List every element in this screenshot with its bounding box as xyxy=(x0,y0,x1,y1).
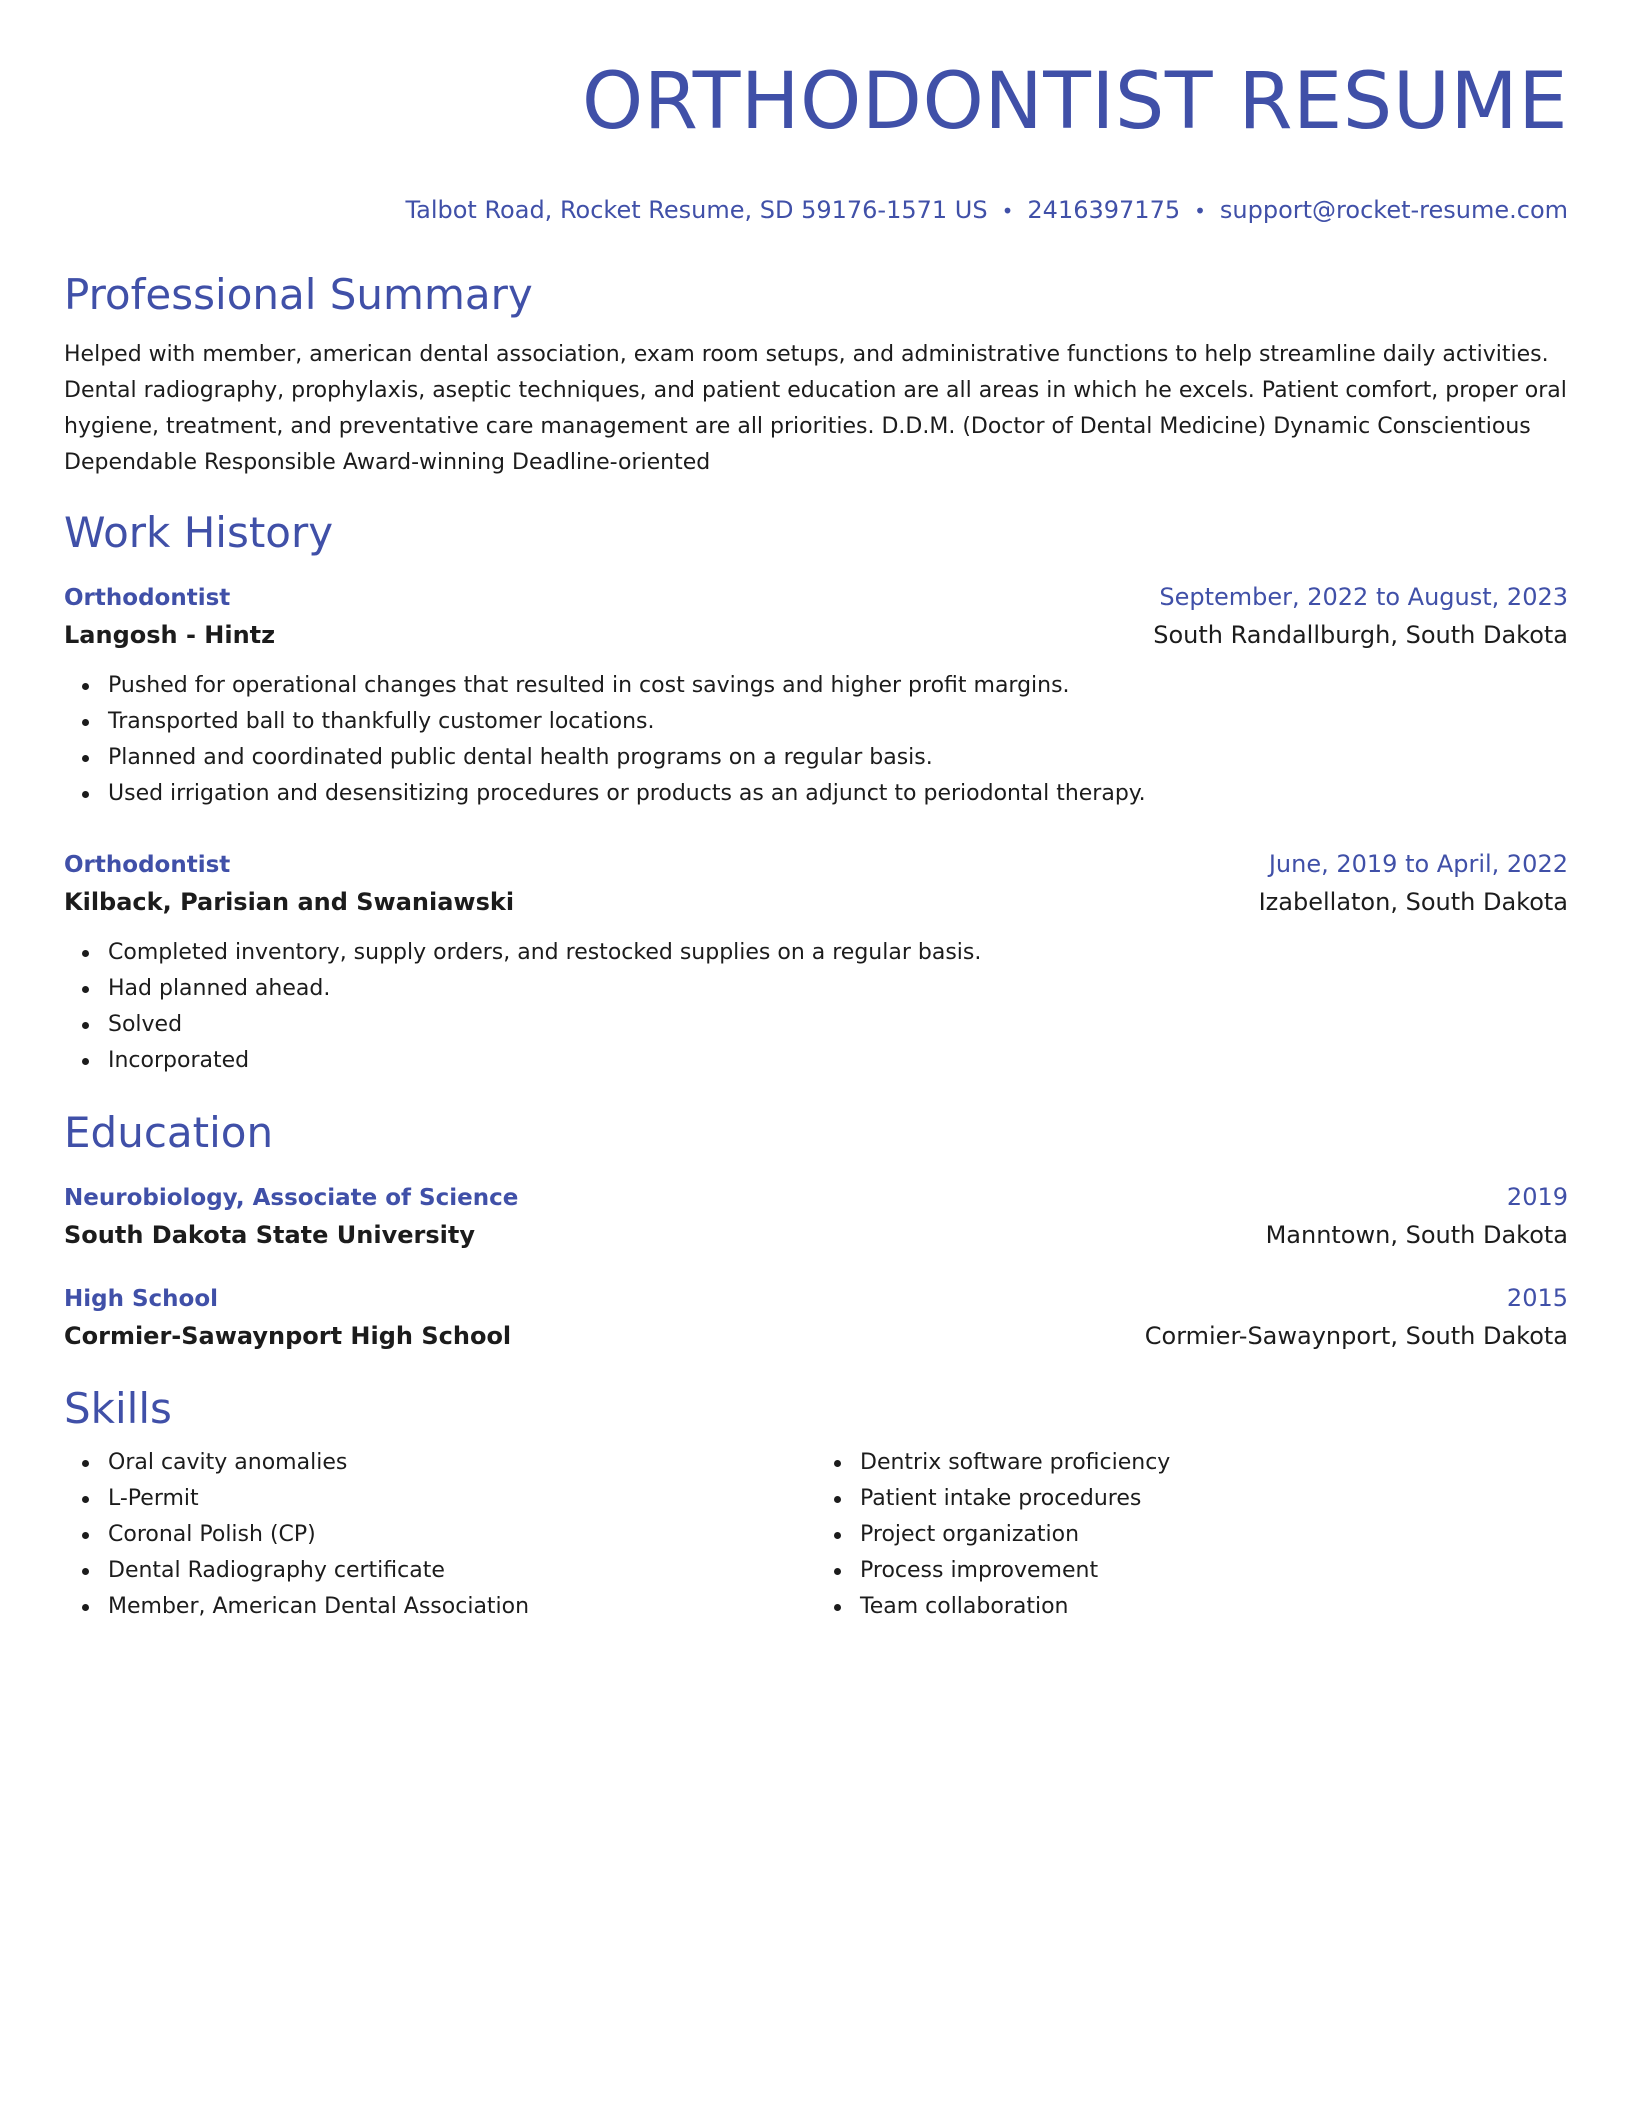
job-duty: Had planned ahead. xyxy=(108,971,1568,1007)
education-school: South Dakota State University xyxy=(64,1221,475,1249)
job-role: Orthodontist xyxy=(64,585,231,611)
education-degree: Neurobiology, Associate of Science xyxy=(64,1185,519,1211)
job-location: South Randallburgh, South Dakota xyxy=(1153,621,1568,649)
job-company: Kilback, Parisian and Swaniawski xyxy=(64,888,515,916)
skill-item: Dentrix software proficiency xyxy=(860,1445,1568,1481)
skill-item: Team collaboration xyxy=(860,1589,1568,1625)
work-history-section xyxy=(64,507,1568,1079)
skills-grid xyxy=(64,1445,1568,1625)
summary-heading: Professional Summary xyxy=(64,270,533,319)
contact-address: Talbot Road, Rocket Resume, SD 59176-1571 US xyxy=(405,196,988,224)
job-dates: September, 2022 to August, 2023 xyxy=(1159,583,1568,611)
skill-item: Process improvement xyxy=(860,1553,1568,1589)
education-entry xyxy=(64,1179,1568,1254)
contact-email: support@rocket-resume.com xyxy=(1219,196,1568,224)
job-dates: June, 2019 to April, 2022 xyxy=(1268,850,1568,878)
skills-section xyxy=(64,1383,1568,1625)
job-duty: Pushed for operational changes that resulted in cost savings and higher profit margins. xyxy=(108,668,1568,704)
work-history-heading: Work History xyxy=(64,508,334,557)
skill-item: Project organization xyxy=(860,1517,1568,1553)
skills-column-right xyxy=(816,1445,1568,1625)
education-location: Cormier-Sawaynport, South Dakota xyxy=(1144,1322,1568,1350)
education-location: Manntown, South Dakota xyxy=(1265,1221,1568,1249)
skills-list xyxy=(64,1445,816,1625)
job-duty: Solved xyxy=(108,1007,1568,1043)
contact-phone: 2416397175 xyxy=(1027,196,1181,224)
contact-separator: • xyxy=(1194,199,1206,223)
education-year: 2019 xyxy=(1506,1183,1568,1211)
job-duty: Incorporated xyxy=(108,1043,1568,1079)
education-heading: Education xyxy=(64,1108,274,1157)
skill-item: L-Permit xyxy=(108,1481,816,1517)
job-duties xyxy=(64,935,1568,1079)
job-duty: Completed inventory, supply orders, and restocked supplies on a regular basis. xyxy=(108,935,1568,971)
education-entry xyxy=(64,1280,1568,1355)
contact-line xyxy=(64,194,1568,227)
education-school: Cormier-Sawaynport High School xyxy=(64,1322,512,1350)
resume-title: ORTHODONTIST RESUME xyxy=(581,57,1568,147)
skills-column-left xyxy=(64,1445,816,1625)
job-location: Izabellaton, South Dakota xyxy=(1258,888,1568,916)
job-entry xyxy=(64,846,1568,1079)
summary-text: Helped with member, american dental association, exam room setups, and administrative functions to help streamline daily activities. Dental radiography, prophylaxis, aseptic techniques, and patient education are all areas in which he excels. Patient comfort, proper oral hygiene, treatment, and preventative care management are all priorities. D.D.M. (Doctor of Dental Medicine) Dynamic Conscientious Dependable Responsible Award-winning Deadline-oriented xyxy=(64,342,1567,475)
education-degree: High School xyxy=(64,1286,219,1312)
job-duty: Transported ball to thankfully customer locations. xyxy=(108,704,1568,740)
summary-section xyxy=(64,269,1568,481)
contact-separator: • xyxy=(1001,199,1014,223)
job-duty: Used irrigation and desensitizing procedures or products as an adjunct to periodontal therapy. xyxy=(108,776,1568,812)
job-duty: Planned and coordinated public dental health programs on a regular basis. xyxy=(108,740,1568,776)
skill-item: Dental Radiography certificate xyxy=(108,1553,816,1589)
job-entry xyxy=(64,579,1568,812)
skill-item: Member, American Dental Association xyxy=(108,1589,816,1625)
job-role: Orthodontist xyxy=(64,852,231,878)
job-duties xyxy=(64,668,1568,812)
skills-list xyxy=(816,1445,1568,1625)
job-company: Langosh - Hintz xyxy=(64,621,276,649)
skills-heading: Skills xyxy=(64,1384,172,1433)
education-section xyxy=(64,1107,1568,1355)
skill-item: Coronal Polish (CP) xyxy=(108,1517,816,1553)
education-year: 2015 xyxy=(1506,1284,1568,1312)
skill-item: Patient intake procedures xyxy=(860,1481,1568,1517)
skill-item: Oral cavity anomalies xyxy=(108,1445,816,1481)
